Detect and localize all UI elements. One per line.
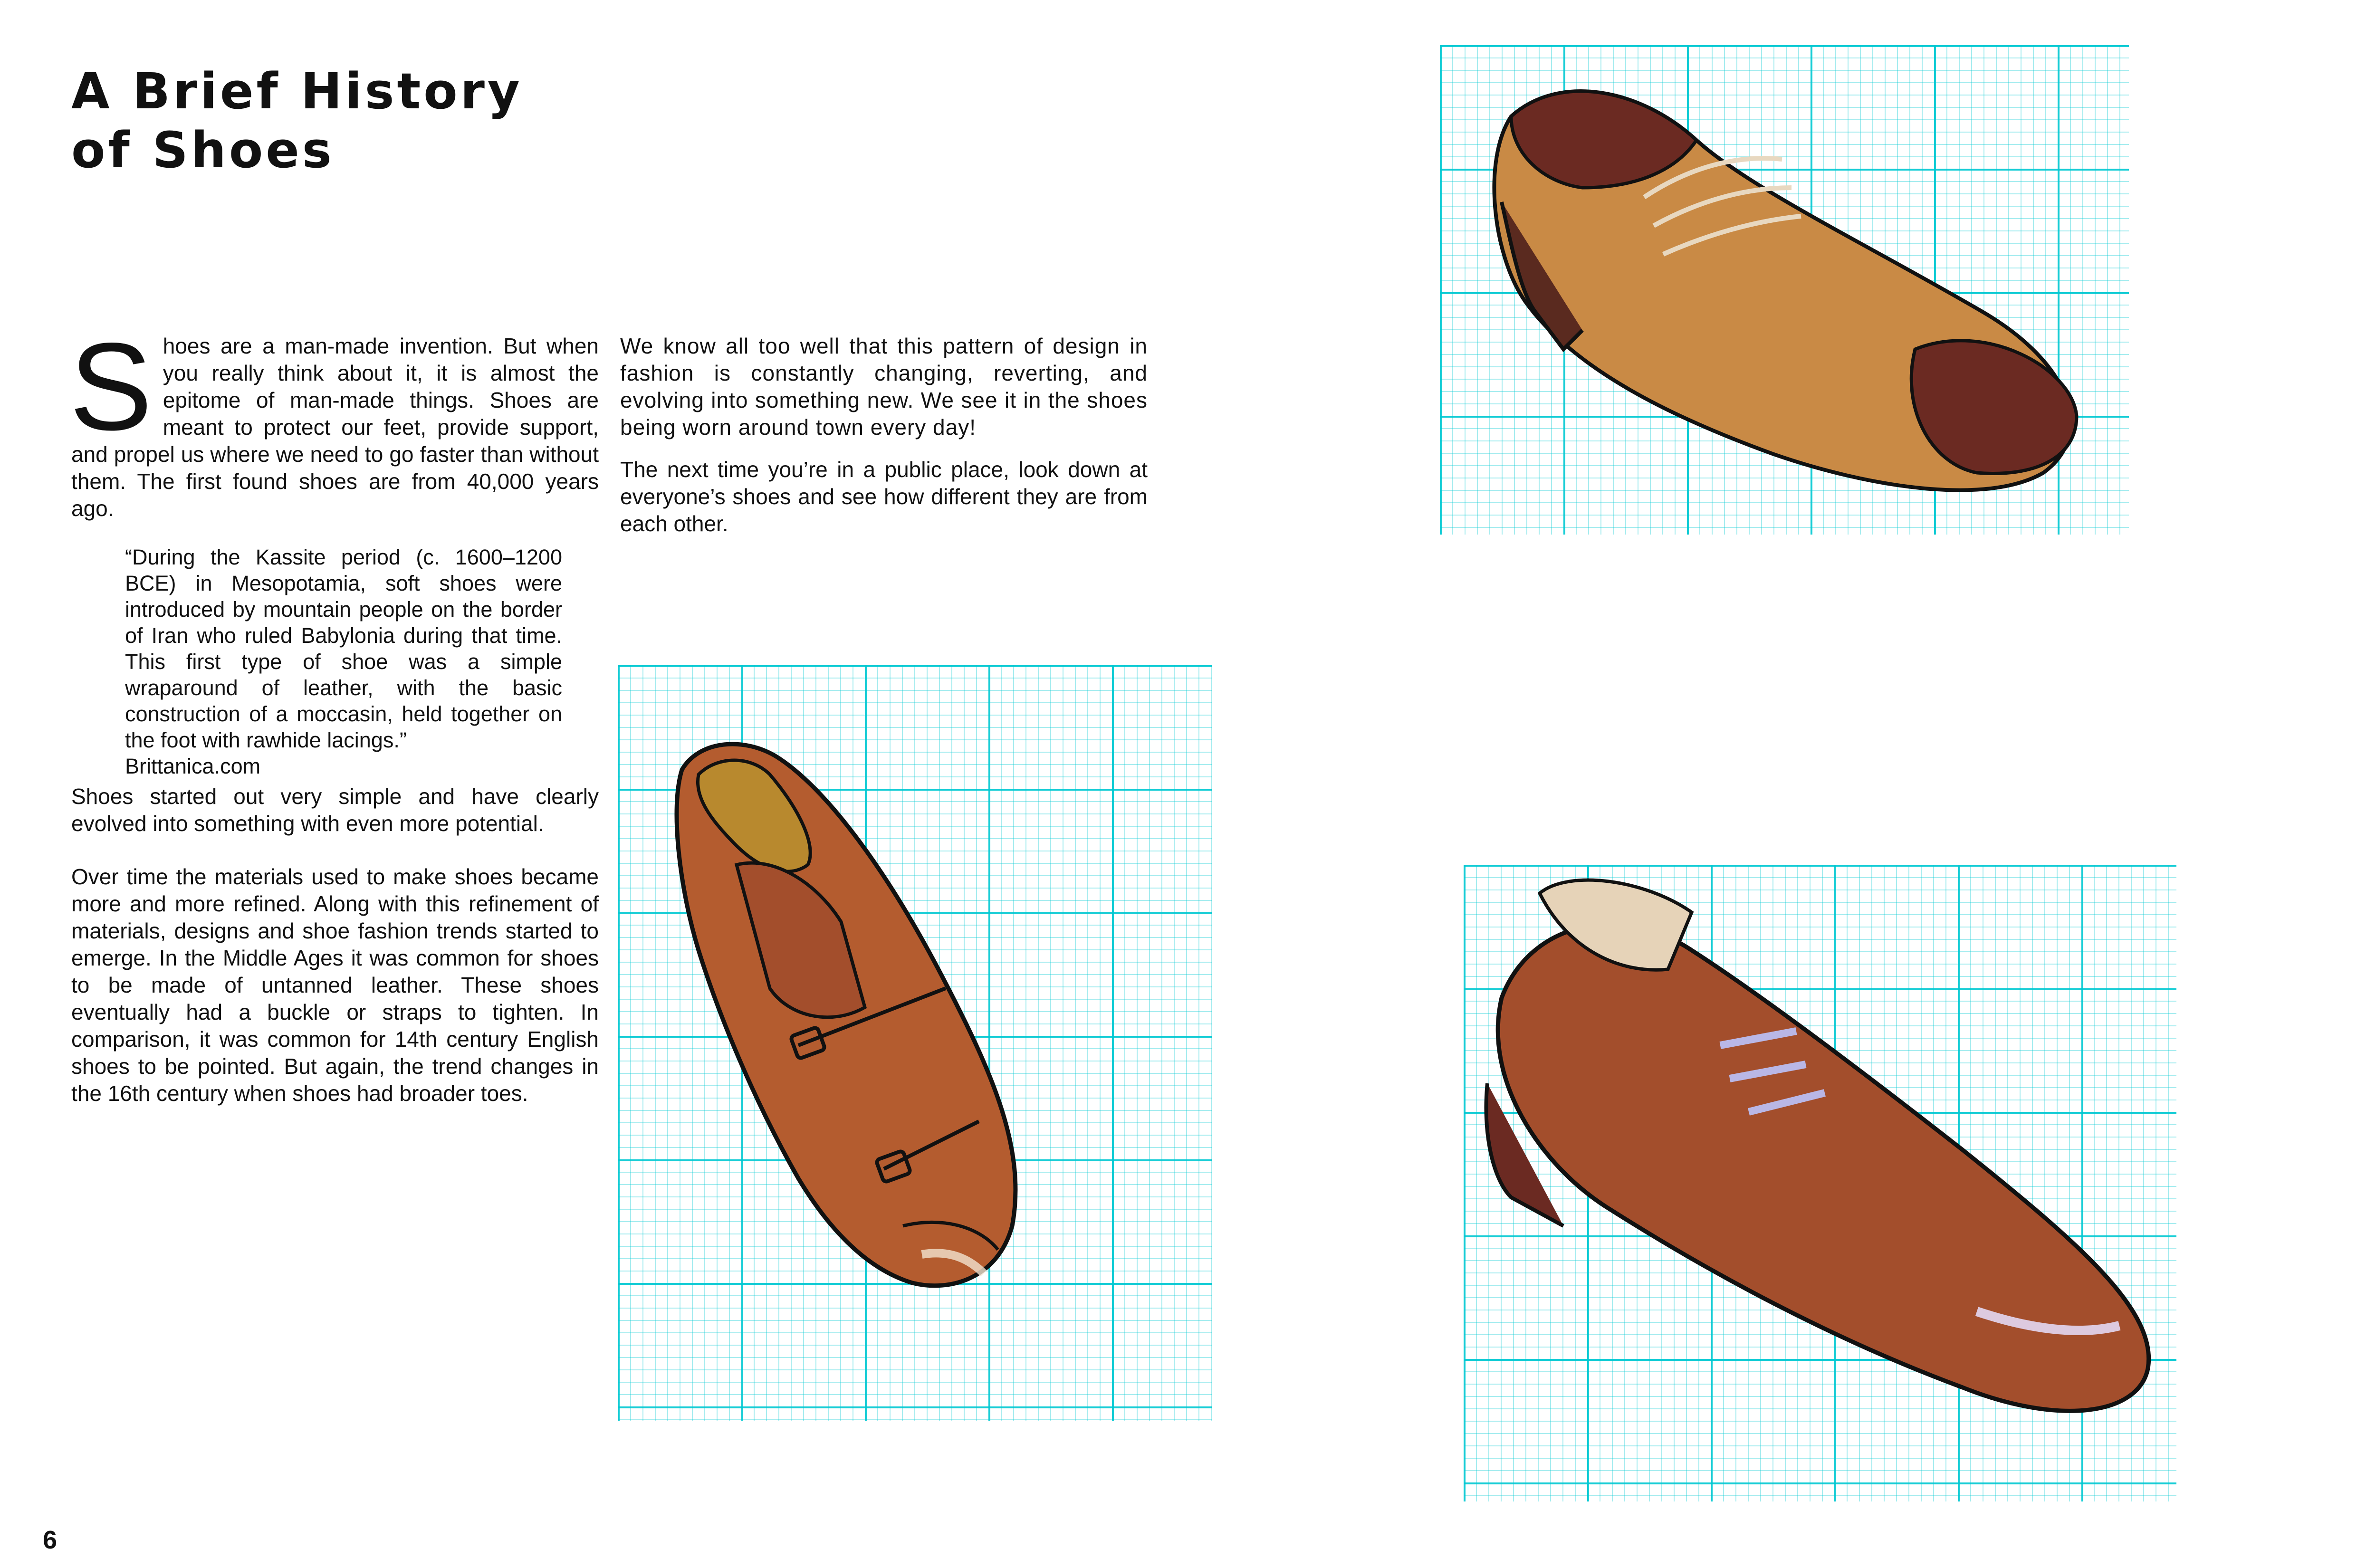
left-column-body (71, 783, 599, 1107)
tucci-polo-shoe-illustration (1440, 45, 2129, 535)
left-column-intro (69, 317, 599, 522)
derby-shoe-icon (1464, 865, 2176, 1501)
page-number-left: 6 (43, 1526, 57, 1554)
quote-text: “During the Kassite period (c. 1600–1200 BCE) in Mesopotamia, soft shoes were introduced by mountain people on the border of Iran who ruled Babylonia during that time. This first type of shoe was a simple wraparound of leather, with the basic construction of a moccasin, held together on the foot with rawhide lacings.” (125, 545, 562, 752)
cap-toe-oxford-icon (1440, 45, 2129, 535)
public-place-paragraph: The next time you’re in a public place, look down at everyone’s shoes and see how different they are from each other. (620, 457, 1148, 536)
monk-strap-shoe-icon (618, 665, 1212, 1421)
right-page (1212, 0, 2376, 1568)
monk-strap-shoe-illustration (618, 665, 1212, 1421)
evolution-paragraph: Shoes started out very simple and have clearly evolved into something with even more potential. (71, 784, 599, 836)
intro-paragraph (69, 317, 599, 522)
quote-source: Brittanica.com (125, 754, 261, 778)
page-title (71, 62, 523, 180)
kassite-quote (125, 544, 562, 779)
pattern-paragraph: We know all too well that this pattern of design in fashion is constantly changing, reverting, and evolving into something new. We see it in the shoes being worn around town every day! (620, 334, 1148, 440)
dropcap-s: S (69, 317, 153, 456)
derby-shoe-illustration (1464, 865, 2176, 1501)
title-line-2: of Shoes (71, 121, 335, 179)
middle-column (620, 333, 1148, 537)
title-line-1: A Brief History (71, 62, 523, 120)
intro-text: hoes are a man-made invention. But when you really think about it, it is almost the epitome of man-made things. Shoes are meant to protect our feet, provide support, and propel us where we need to go faster than without them. The first found shoes are from 40,000 years ago. (71, 334, 599, 521)
materials-paragraph: Over time the materials used to make shoes became more and more refined. Along with this refinement of materials, designs and shoe fashion trends started to emerge. In the Middle Ages it was common for shoes to be made of untanned leather. These shoes eventually had a buckle or straps to tighten. In comparison, it was common for 14th century English shoes to be pointed. But again, the trend changes in the 16th century when shoes had broader toes. (71, 864, 599, 1106)
